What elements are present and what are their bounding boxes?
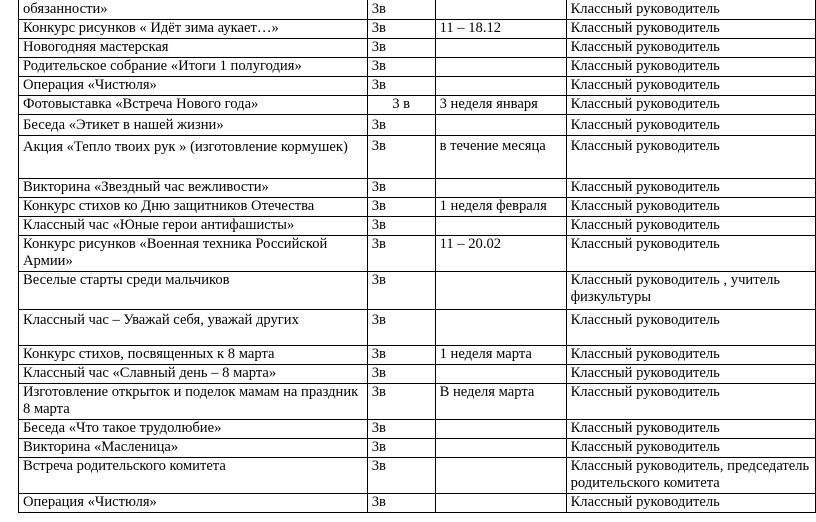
table-row (19, 114, 816, 135)
responsible-cell: Классный руководитель (566, 309, 815, 345)
event-cell: Конкурс стихов ко Дню защитников Отечества (19, 197, 368, 216)
date-cell (435, 178, 566, 197)
event-cell: Веселые старты среди мальчиков (19, 271, 368, 309)
table-row (19, 438, 816, 457)
class-cell: 3в (367, 438, 435, 457)
responsible-cell: Классный руководитель (566, 178, 815, 197)
class-cell: 3в (367, 197, 435, 216)
event-cell: Беседа «Этикет в нашей жизни» (19, 114, 368, 135)
date-cell (435, 76, 566, 95)
table-row (19, 135, 816, 178)
date-cell: В неделя марта (435, 383, 566, 419)
table-row (19, 235, 816, 271)
class-cell: 3в (367, 114, 435, 135)
table-row (19, 95, 816, 114)
event-cell: Встреча родительского комитета (19, 457, 368, 493)
table-row (19, 345, 816, 364)
class-cell: 3в (367, 19, 435, 38)
date-cell (435, 271, 566, 309)
class-cell: 3в (367, 493, 435, 512)
date-cell (435, 419, 566, 438)
date-cell: 3 неделя января (435, 95, 566, 114)
responsible-cell: Классный руководитель, председатель родительского комитета (566, 457, 815, 493)
class-cell: 3в (367, 57, 435, 76)
date-cell (435, 0, 566, 19)
event-cell: Изготовление открыток и поделок мамам на праздник 8 марта (19, 383, 368, 419)
responsible-cell: Классный руководитель (566, 135, 815, 178)
table-row (19, 0, 816, 19)
class-cell: 3 в (367, 95, 435, 114)
table-row (19, 19, 816, 38)
event-cell: Классный час «Юные герои антифашисты» (19, 216, 368, 235)
class-cell: 3в (367, 457, 435, 493)
event-cell: Беседа «Что такое трудолюбие» (19, 419, 368, 438)
class-cell: 3в (367, 76, 435, 95)
responsible-cell: Классный руководитель (566, 419, 815, 438)
date-cell: 1 неделя марта (435, 345, 566, 364)
table-row (19, 178, 816, 197)
responsible-cell: Классный руководитель (566, 38, 815, 57)
class-cell: 3в (367, 383, 435, 419)
date-cell (435, 38, 566, 57)
class-cell: 3в (367, 135, 435, 178)
class-cell: 3в (367, 216, 435, 235)
table-row (19, 457, 816, 493)
event-cell: Родительское собрание «Итоги 1 полугодия» (19, 57, 368, 76)
event-cell: Операция «Чистюля» (19, 76, 368, 95)
date-cell: 1 неделя февраля (435, 197, 566, 216)
date-cell: 11 – 18.12 (435, 19, 566, 38)
class-cell: 3в (367, 271, 435, 309)
table-row (19, 216, 816, 235)
event-cell: Операция «Чистюля» (19, 493, 368, 512)
table-row (19, 57, 816, 76)
table-row (19, 197, 816, 216)
responsible-cell: Классный руководитель (566, 0, 815, 19)
table-row (19, 493, 816, 512)
table-row (19, 76, 816, 95)
event-cell: Акция «Тепло твоих рук » (изготовление кормушек) (19, 135, 368, 178)
responsible-cell: Классный руководитель (566, 235, 815, 271)
table-row (19, 419, 816, 438)
events-plan-table (18, 0, 816, 513)
date-cell (435, 438, 566, 457)
event-cell: Конкурс стихов, посвященных к 8 марта (19, 345, 368, 364)
responsible-cell: Классный руководитель (566, 95, 815, 114)
responsible-cell: Классный руководитель (566, 57, 815, 76)
class-cell: 3в (367, 38, 435, 57)
event-cell: Конкурс рисунков «Военная техника Российской Армии» (19, 235, 368, 271)
event-cell: Викторина «Звездный час вежливости» (19, 178, 368, 197)
class-cell: 3в (367, 178, 435, 197)
responsible-cell: Классный руководитель (566, 216, 815, 235)
responsible-cell: Классный руководитель (566, 364, 815, 383)
responsible-cell: Классный руководитель (566, 19, 815, 38)
table-row (19, 364, 816, 383)
responsible-cell: Классный руководитель (566, 197, 815, 216)
date-cell (435, 364, 566, 383)
responsible-cell: Классный руководитель (566, 345, 815, 364)
date-cell: в течение месяца (435, 135, 566, 178)
date-cell (435, 216, 566, 235)
class-cell: 3в (367, 364, 435, 383)
responsible-cell: Классный руководитель (566, 438, 815, 457)
class-cell: 3в (367, 0, 435, 19)
table-row (19, 38, 816, 57)
date-cell (435, 114, 566, 135)
class-cell: 3в (367, 345, 435, 364)
date-cell (435, 57, 566, 76)
table-row (19, 309, 816, 345)
class-cell: 3в (367, 419, 435, 438)
table-row (19, 383, 816, 419)
responsible-cell: Классный руководитель , учитель физкультуры (566, 271, 815, 309)
class-cell: 3в (367, 309, 435, 345)
date-cell (435, 457, 566, 493)
event-cell: Классный час – Уважай себя, уважай других (19, 309, 368, 345)
class-cell: 3в (367, 235, 435, 271)
responsible-cell: Классный руководитель (566, 493, 815, 512)
responsible-cell: Классный руководитель (566, 383, 815, 419)
date-cell (435, 309, 566, 345)
table-row (19, 271, 816, 309)
event-cell: обязанности» (19, 0, 368, 19)
date-cell (435, 493, 566, 512)
event-cell: Новогодняя мастерская (19, 38, 368, 57)
responsible-cell: Классный руководитель (566, 114, 815, 135)
event-cell: Конкурс рисунков « Идёт зима аукает…» (19, 19, 368, 38)
responsible-cell: Классный руководитель (566, 76, 815, 95)
date-cell: 11 – 20.02 (435, 235, 566, 271)
event-cell: Классный час «Славный день – 8 марта» (19, 364, 368, 383)
event-cell: Викторина «Масленица» (19, 438, 368, 457)
event-cell: Фотовыставка «Встреча Нового года» (19, 95, 368, 114)
